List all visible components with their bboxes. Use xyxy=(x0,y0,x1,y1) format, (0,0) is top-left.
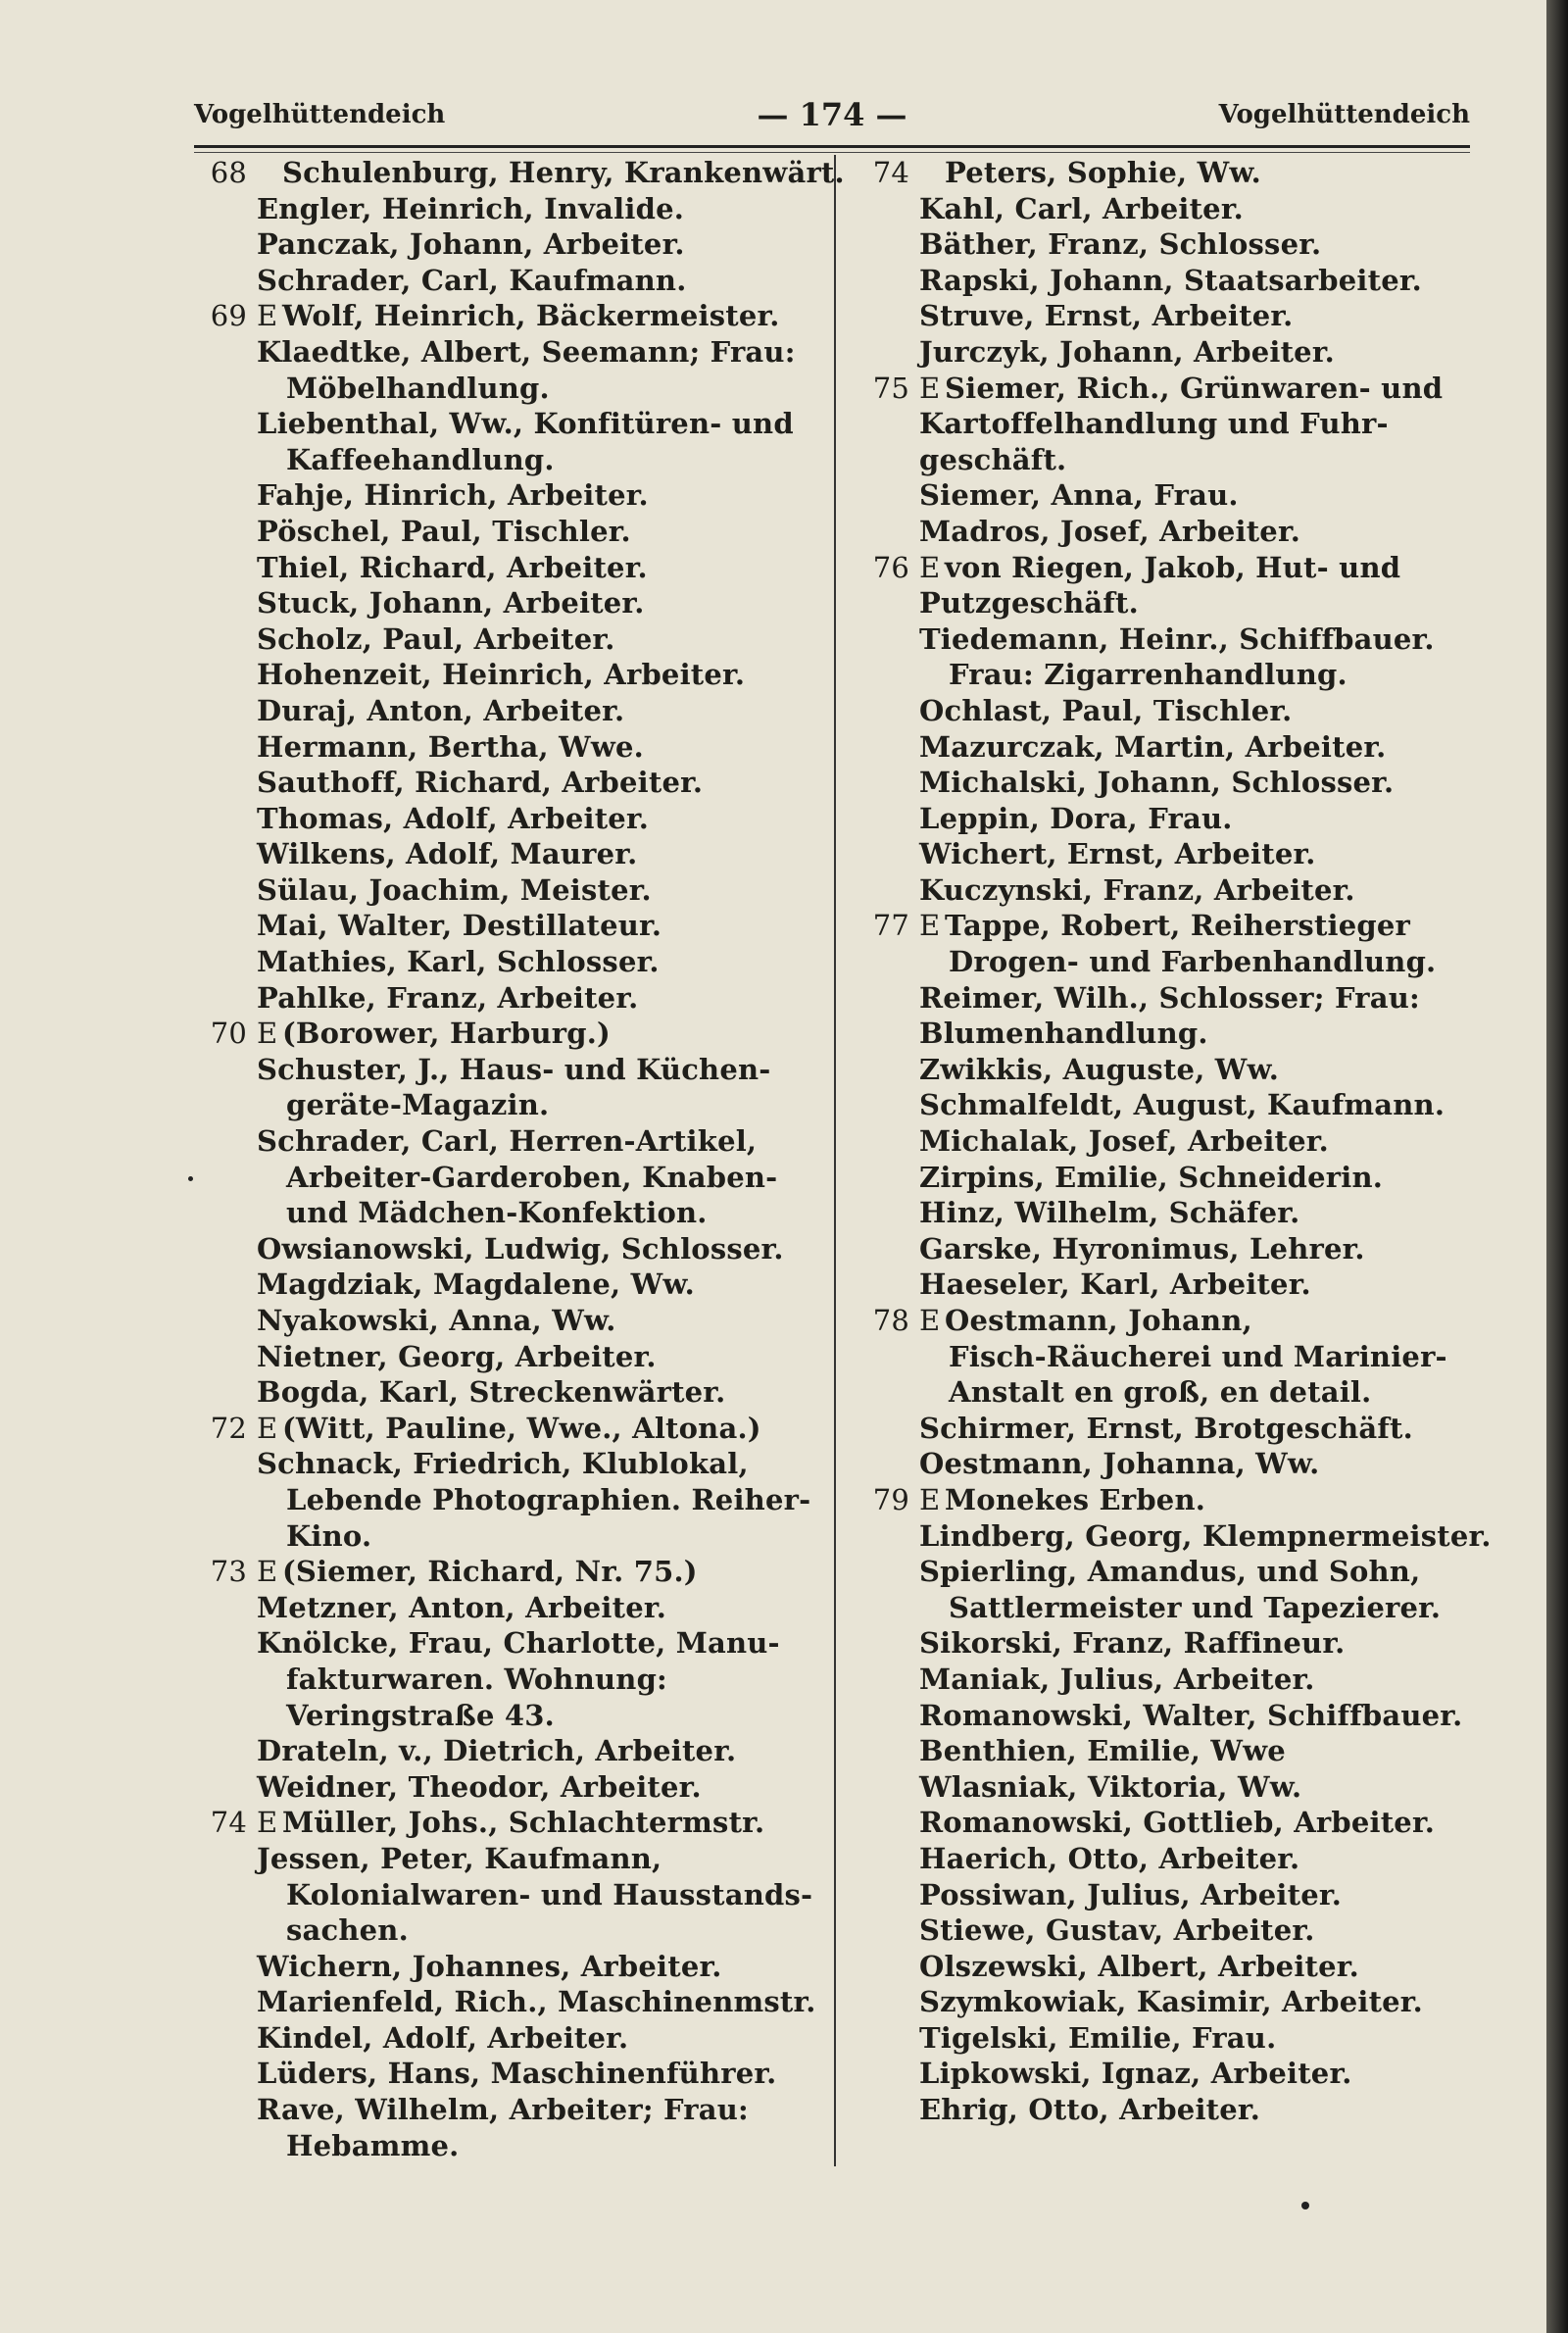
entry-text: Blumenhandlung. xyxy=(919,1017,1208,1051)
resident-entry xyxy=(858,2056,1486,2092)
header-left-street: Vogelhüttendeich xyxy=(194,100,446,129)
entry-text: Lebende Photographien. Reiher- xyxy=(286,1482,811,1516)
entry-text: Putzgeschäft. xyxy=(919,586,1139,620)
resident-entry xyxy=(858,442,1486,478)
entry-text: Thomas, Adolf, Arbeiter. xyxy=(257,801,650,835)
resident-entry xyxy=(196,1912,823,1949)
resident-entry xyxy=(196,1303,823,1339)
resident-entry xyxy=(858,1662,1486,1698)
resident-entry xyxy=(858,621,1486,658)
entry-text: (Borower, Harburg.) xyxy=(282,1017,611,1051)
owner-mark: E xyxy=(257,1806,278,1840)
resident-entry xyxy=(858,1625,1486,1662)
resident-entry xyxy=(858,1518,1492,1555)
entry-text: Sülau, Joachim, Meister. xyxy=(257,872,652,907)
house-number: 68 xyxy=(210,156,247,189)
house-number-entry xyxy=(196,298,823,334)
resident-entry xyxy=(858,1016,1486,1052)
resident-entry xyxy=(196,1339,823,1375)
entry-text: Hinz, Wilhelm, Schäfer. xyxy=(919,1196,1300,1230)
resident-entry xyxy=(196,1052,823,1088)
resident-entry xyxy=(858,1160,1486,1196)
entry-text: Engler, Heinrich, Invalide. xyxy=(257,191,685,225)
page-header xyxy=(194,94,1470,139)
resident-entry xyxy=(196,836,823,872)
house-number-entry xyxy=(858,155,1486,191)
entry-text: Ochlast, Paul, Tischler. xyxy=(919,693,1293,727)
resident-entry xyxy=(196,442,823,478)
house-number: 74 xyxy=(872,156,909,189)
entry-text: Rave, Wilhelm, Arbeiter; Frau: xyxy=(257,2093,749,2127)
entry-text: von Riegen, Jakob, Hut- und xyxy=(945,550,1401,584)
resident-entry xyxy=(196,1733,823,1769)
entry-text: Wlasniak, Viktoria, Ww. xyxy=(919,1769,1302,1804)
house-number: 70 xyxy=(210,1017,247,1051)
entry-text: Haerich, Otto, Arbeiter. xyxy=(919,1841,1300,1875)
entry-text: Jurczyk, Johann, Arbeiter. xyxy=(919,334,1335,369)
resident-entry xyxy=(858,2092,1486,2128)
resident-entry xyxy=(196,2092,823,2128)
entry-text: Schulenburg, Henry, Krankenwärt. xyxy=(282,156,845,189)
entry-text: (Siemer, Richard, Nr. 75.) xyxy=(282,1555,698,1589)
entry-text: Lüders, Hans, Maschinenführer. xyxy=(257,2057,777,2091)
entry-text: Kolonialwaren- und Hausstands- xyxy=(286,1877,813,1911)
resident-entry xyxy=(196,872,823,909)
resident-entry xyxy=(196,1160,823,1196)
entry-text: Sauthoff, Richard, Arbeiter. xyxy=(257,766,704,800)
column-divider xyxy=(834,155,836,2166)
entry-text: Ehrig, Otto, Arbeiter. xyxy=(919,2093,1261,2127)
entry-text: Bogda, Karl, Streckenwärter. xyxy=(257,1375,726,1410)
resident-entry xyxy=(858,657,1486,693)
entry-text: Arbeiter-Garderoben, Knaben- xyxy=(286,1160,778,1194)
house-number-entry xyxy=(858,908,1486,944)
entry-text: und Mädchen-Konfektion. xyxy=(286,1196,708,1230)
entry-text: Sattlermeister und Tapezierer. xyxy=(949,1590,1442,1624)
entry-text: Zwikkis, Auguste, Ww. xyxy=(919,1052,1280,1086)
resident-entry xyxy=(196,944,823,980)
entry-text: Mazurczak, Martin, Arbeiter. xyxy=(919,729,1387,764)
entry-text: Schrader, Carl, Kaufmann. xyxy=(257,263,687,297)
resident-entry xyxy=(196,585,823,621)
resident-entry xyxy=(858,1984,1486,2020)
resident-entry xyxy=(858,944,1486,980)
resident-entry xyxy=(196,1266,823,1303)
house-number: 76 xyxy=(872,550,909,584)
resident-entry xyxy=(858,514,1486,550)
house-number-entry xyxy=(196,1411,823,1447)
resident-entry xyxy=(858,1805,1486,1841)
house-number-entry xyxy=(858,1303,1486,1339)
entry-text: Olszewski, Albert, Arbeiter. xyxy=(919,1949,1359,1983)
entry-text: Wichern, Johannes, Arbeiter. xyxy=(257,1949,722,1983)
house-number: 79 xyxy=(872,1482,909,1516)
entry-text: Jessen, Peter, Kaufmann, xyxy=(257,1841,662,1875)
ink-speck xyxy=(188,1176,193,1181)
entry-text: Tiedemann, Heinr., Schiffbauer. xyxy=(919,621,1435,656)
entry-text: Nyakowski, Anna, Ww. xyxy=(257,1304,616,1337)
resident-entry xyxy=(858,406,1486,442)
entry-text: fakturwaren. Wohnung: xyxy=(286,1662,667,1696)
resident-entry xyxy=(196,729,823,766)
resident-entry xyxy=(858,1733,1486,1769)
resident-entry xyxy=(858,1339,1486,1375)
entry-text: Szymkowiak, Kasimir, Arbeiter. xyxy=(919,1985,1423,2019)
owner-mark: E xyxy=(919,1482,941,1516)
resident-entry xyxy=(196,1482,823,1518)
resident-entry xyxy=(196,765,823,801)
resident-entry xyxy=(858,1446,1486,1482)
resident-entry xyxy=(858,729,1486,766)
entry-text: Michalak, Josef, Arbeiter. xyxy=(919,1124,1329,1159)
house-number-entry xyxy=(196,155,845,191)
resident-entry xyxy=(196,1662,823,1698)
resident-entry xyxy=(858,1087,1486,1123)
entry-text: Magdziak, Magdalene, Ww. xyxy=(257,1267,695,1302)
entry-text: Kuczynski, Franz, Arbeiter. xyxy=(919,872,1355,907)
resident-entry xyxy=(196,514,823,550)
resident-entry xyxy=(196,1841,823,1877)
owner-mark: E xyxy=(257,1017,278,1051)
entry-text: Veringstraße 43. xyxy=(286,1698,555,1732)
entry-text: Lindberg, Georg, Klempnermeister. xyxy=(919,1518,1492,1553)
resident-entry xyxy=(858,1769,1486,1806)
entry-text: Fisch-Räucherei und Marinier- xyxy=(949,1339,1447,1373)
resident-entry xyxy=(858,1231,1486,1267)
resident-entry xyxy=(196,621,823,658)
resident-entry xyxy=(858,585,1486,621)
entry-text: Fahje, Hinrich, Arbeiter. xyxy=(257,478,649,513)
resident-entry xyxy=(858,1554,1486,1590)
header-rule-thin xyxy=(194,152,1470,153)
entry-text: Kartoffelhandlung und Fuhr- xyxy=(919,407,1389,441)
entry-text: Oestmann, Johann, xyxy=(945,1304,1252,1337)
resident-entry xyxy=(196,1877,823,1913)
entry-text: Maniak, Julius, Arbeiter. xyxy=(919,1662,1315,1696)
entry-text: Benthien, Emilie, Wwe xyxy=(919,1734,1286,1768)
resident-entry xyxy=(196,1590,823,1626)
house-number: 73 xyxy=(210,1555,247,1589)
owner-mark: E xyxy=(919,1304,941,1337)
entry-text: Wichert, Ernst, Arbeiter. xyxy=(919,837,1316,871)
entry-text: Anstalt en groß, en detail. xyxy=(949,1375,1372,1410)
entry-text: Duraj, Anton, Arbeiter. xyxy=(257,693,625,727)
owner-mark: E xyxy=(919,371,941,405)
house-number-entry xyxy=(196,1016,823,1052)
resident-entry xyxy=(196,1769,823,1806)
entry-text: Tappe, Robert, Reiherstieger xyxy=(945,909,1411,943)
owner-mark: E xyxy=(257,299,278,333)
resident-entry xyxy=(858,1123,1486,1160)
entry-text: Peters, Sophie, Ww. xyxy=(945,156,1261,189)
resident-entry xyxy=(196,2056,823,2092)
resident-entry xyxy=(858,980,1486,1017)
house-number: 75 xyxy=(872,371,909,405)
resident-entry xyxy=(196,693,823,729)
house-number-entry xyxy=(858,550,1486,586)
entry-text: Hohenzeit, Heinrich, Arbeiter. xyxy=(257,658,746,692)
entry-text: Madros, Josef, Arbeiter. xyxy=(919,514,1301,548)
resident-entry xyxy=(196,191,823,227)
resident-entry xyxy=(858,2020,1486,2057)
entry-text: Knölcke, Frau, Charlotte, Manu- xyxy=(257,1626,780,1661)
entry-text: Schnack, Friedrich, Klublokal, xyxy=(257,1447,749,1481)
entry-text: Weidner, Theodor, Arbeiter. xyxy=(257,1769,702,1804)
resident-entry xyxy=(196,1698,823,1734)
entry-text: Michalski, Johann, Schlosser. xyxy=(919,766,1395,800)
entry-text: Wilkens, Adolf, Maurer. xyxy=(257,837,638,871)
entry-text: Lipkowski, Ignaz, Arbeiter. xyxy=(919,2057,1352,2091)
entry-text: Pöschel, Paul, Tischler. xyxy=(257,514,631,548)
house-number-entry xyxy=(858,371,1486,407)
resident-entry xyxy=(858,298,1486,334)
entry-text: Stuck, Johann, Arbeiter. xyxy=(257,586,645,620)
entry-text: geschäft. xyxy=(919,442,1067,476)
resident-entry xyxy=(196,657,823,693)
resident-entry xyxy=(858,226,1486,263)
entry-text: Klaedtke, Albert, Seemann; Frau: xyxy=(257,334,796,369)
entry-text: Schuster, J., Haus- und Küchen- xyxy=(257,1052,771,1086)
house-number: 72 xyxy=(210,1411,247,1445)
resident-entry xyxy=(858,836,1486,872)
resident-entry xyxy=(196,1195,823,1231)
entry-text: Reimer, Wilh., Schlosser; Frau: xyxy=(919,980,1420,1015)
entry-text: Kindel, Adolf, Arbeiter. xyxy=(257,2020,629,2055)
resident-entry xyxy=(858,1877,1486,1913)
entry-text: Frau: Zigarrenhandlung. xyxy=(949,658,1348,692)
scan-edge-shadow xyxy=(1546,0,1568,2333)
ink-speck xyxy=(1301,2202,1309,2209)
entry-text: Drateln, v., Dietrich, Arbeiter. xyxy=(257,1734,737,1768)
entry-text: Schmalfeldt, August, Kaufmann. xyxy=(919,1088,1446,1122)
page-number: — 174 — xyxy=(757,96,907,133)
entry-text: Möbelhandlung. xyxy=(286,371,550,405)
resident-entry xyxy=(196,406,823,442)
resident-entry xyxy=(196,2020,823,2057)
entry-text: Wolf, Heinrich, Bäckermeister. xyxy=(282,299,780,333)
entry-text: Kahl, Carl, Arbeiter. xyxy=(919,191,1244,225)
owner-mark: E xyxy=(919,909,941,943)
entry-text: Leppin, Dora, Frau. xyxy=(919,801,1233,835)
entry-text: Metzner, Anton, Arbeiter. xyxy=(257,1590,666,1624)
house-number-entry xyxy=(196,1805,823,1841)
owner-mark: E xyxy=(257,1411,278,1445)
resident-entry xyxy=(858,1949,1486,1985)
entry-text: Romanowski, Gottlieb, Arbeiter. xyxy=(919,1806,1436,1840)
entry-text: Owsianowski, Ludwig, Schlosser. xyxy=(257,1231,784,1266)
resident-entry xyxy=(196,1123,823,1160)
resident-entry xyxy=(196,226,823,263)
entry-text: Kaffeehandlung. xyxy=(286,442,555,476)
resident-entry xyxy=(858,765,1486,801)
resident-entry xyxy=(858,801,1486,837)
entry-text: Zirpins, Emilie, Schneiderin. xyxy=(919,1160,1384,1194)
resident-entry xyxy=(858,1411,1486,1447)
resident-entry xyxy=(196,908,823,944)
house-number-entry xyxy=(858,1482,1486,1518)
resident-entry xyxy=(858,1841,1486,1877)
entry-text: Schirmer, Ernst, Brotgeschäft. xyxy=(919,1411,1413,1445)
resident-entry xyxy=(858,693,1486,729)
resident-entry xyxy=(858,263,1486,299)
resident-entry xyxy=(196,2128,823,2164)
entry-text: Siemer, Rich., Grünwaren- und xyxy=(945,371,1444,405)
owner-mark: E xyxy=(257,1555,278,1589)
entry-text: Drogen- und Farbenhandlung. xyxy=(949,945,1437,979)
entry-text: Struve, Ernst, Arbeiter. xyxy=(919,299,1294,333)
resident-entry xyxy=(196,263,823,299)
entry-text: Spierling, Amandus, und Sohn, xyxy=(919,1555,1421,1589)
resident-entry xyxy=(858,1266,1486,1303)
resident-entry xyxy=(858,1912,1486,1949)
resident-entry xyxy=(196,1949,823,1985)
entry-text: sachen. xyxy=(286,1913,409,1948)
entry-text: Stiewe, Gustav, Arbeiter. xyxy=(919,1913,1315,1948)
entry-text: Rapski, Johann, Staatsarbeiter. xyxy=(919,263,1422,297)
entry-text: Panczak, Johann, Arbeiter. xyxy=(257,227,685,262)
resident-entry xyxy=(858,1374,1486,1411)
right-column xyxy=(858,155,1492,2128)
entry-text: Sikorski, Franz, Raffineur. xyxy=(919,1626,1346,1661)
entry-text: Haeseler, Karl, Arbeiter. xyxy=(919,1267,1311,1302)
resident-entry xyxy=(858,1698,1486,1734)
house-number: 74 xyxy=(210,1806,247,1840)
header-right-street: Vogelhüttendeich xyxy=(1218,100,1470,129)
resident-entry xyxy=(858,872,1486,909)
house-number-entry xyxy=(196,1554,823,1590)
resident-entry xyxy=(196,477,823,514)
entry-text: Schrader, Carl, Herren-Artikel, xyxy=(257,1124,758,1159)
resident-entry xyxy=(196,371,823,407)
resident-entry xyxy=(196,1231,823,1267)
entry-text: Hermann, Bertha, Wwe. xyxy=(257,729,644,764)
house-number: 78 xyxy=(872,1304,909,1337)
resident-entry xyxy=(196,1984,823,2020)
entry-text: Romanowski, Walter, Schiffbauer. xyxy=(919,1698,1463,1732)
house-number: 77 xyxy=(872,909,909,943)
resident-entry xyxy=(196,801,823,837)
resident-entry xyxy=(196,334,823,371)
resident-entry xyxy=(858,477,1486,514)
entry-text: Tigelski, Emilie, Frau. xyxy=(919,2020,1277,2055)
resident-entry xyxy=(858,334,1486,371)
owner-mark: E xyxy=(919,550,941,584)
resident-entry xyxy=(858,1052,1486,1088)
entry-text: Pahlke, Franz, Arbeiter. xyxy=(257,980,639,1015)
resident-entry xyxy=(196,980,823,1017)
resident-entry xyxy=(858,1195,1486,1231)
house-number: 69 xyxy=(210,299,247,333)
entry-text: Oestmann, Johanna, Ww. xyxy=(919,1447,1320,1481)
entry-text: Müller, Johs., Schlachtermstr. xyxy=(282,1806,765,1840)
entry-text: Kino. xyxy=(286,1518,372,1553)
entry-text: Mathies, Karl, Schlosser. xyxy=(257,945,660,979)
resident-entry xyxy=(858,1590,1486,1626)
resident-entry xyxy=(196,550,823,586)
resident-entry xyxy=(196,1518,823,1555)
header-rule-thick xyxy=(194,145,1470,148)
entry-text: Mai, Walter, Destillateur. xyxy=(257,909,662,943)
entry-text: Liebenthal, Ww., Konfitüren- und xyxy=(257,407,794,441)
entry-text: Monekes Erben. xyxy=(945,1482,1206,1516)
resident-entry xyxy=(196,1625,823,1662)
entry-text: Garske, Hyronimus, Lehrer. xyxy=(919,1231,1365,1266)
left-column xyxy=(196,155,845,2163)
entry-text: Hebamme. xyxy=(286,2128,460,2162)
entry-text: (Witt, Pauline, Wwe., Altona.) xyxy=(282,1411,761,1445)
entry-text: Bäther, Franz, Schlosser. xyxy=(919,227,1322,262)
entry-text: Nietner, Georg, Arbeiter. xyxy=(257,1339,657,1373)
entry-text: Scholz, Paul, Arbeiter. xyxy=(257,621,615,656)
resident-entry xyxy=(196,1446,823,1482)
entry-text: Possiwan, Julius, Arbeiter. xyxy=(919,1877,1342,1911)
resident-entry xyxy=(858,191,1486,227)
entry-text: Marienfeld, Rich., Maschinenmstr. xyxy=(257,1985,816,2019)
resident-entry xyxy=(196,1087,823,1123)
resident-entry xyxy=(196,1374,823,1411)
entry-text: geräte-Magazin. xyxy=(286,1088,550,1122)
entry-text: Siemer, Anna, Frau. xyxy=(919,478,1239,513)
entry-text: Thiel, Richard, Arbeiter. xyxy=(257,550,648,584)
